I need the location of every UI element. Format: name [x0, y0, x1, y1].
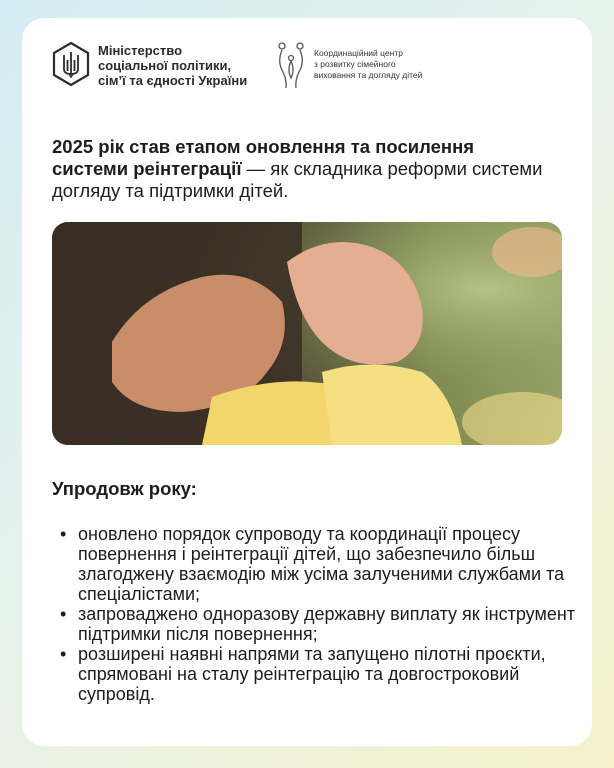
- bullet-icon: •: [60, 644, 67, 664]
- center-line: з розвитку сімейного: [314, 59, 396, 69]
- list-item: [60, 524, 580, 604]
- achievements-list: [60, 524, 580, 704]
- intro-rest: — як складника реформи системи догляду та підтримки дітей.: [52, 158, 543, 201]
- ministry-name: [98, 43, 278, 88]
- list-item: [60, 644, 580, 704]
- list-item-text: запроваджено одноразову державну виплату як інструмент підтримки після повернення;: [78, 604, 576, 644]
- coordination-center-name: [314, 48, 514, 81]
- ministry-line: сім’ї та єдності України: [98, 73, 248, 88]
- intro-text: [52, 136, 552, 202]
- list-item-text: оновлено порядок супроводу та координації процесу повернення і реінтеграції дітей, що забезпечило більш злагоджену взаємодію між усіма залученими службами та спеціалістами;: [78, 524, 565, 604]
- list-item: [60, 604, 580, 644]
- ministry-line: Міністерство: [98, 43, 183, 58]
- bullet-icon: •: [60, 524, 67, 544]
- ministry-line: соціальної політики,: [98, 58, 232, 73]
- center-line: виховання та догляду дітей: [314, 70, 423, 80]
- center-line: Координаційний центр: [314, 48, 403, 58]
- section-heading: Упродовж року:: [52, 478, 197, 499]
- intro-bold: 2025 рік став етапом оновлення та посилення системи реінтеграції: [52, 136, 475, 179]
- list-item-text: розширені наявні напрями та запущено пілотні проєкти, спрямовані на сталу реінтеграцію та довгостроковий супровід.: [78, 644, 546, 704]
- header: [52, 42, 572, 94]
- family-figures-icon: [274, 40, 308, 90]
- hands-photo: [52, 222, 562, 445]
- trident-emblem-icon: [52, 42, 90, 86]
- bullet-icon: •: [60, 604, 67, 624]
